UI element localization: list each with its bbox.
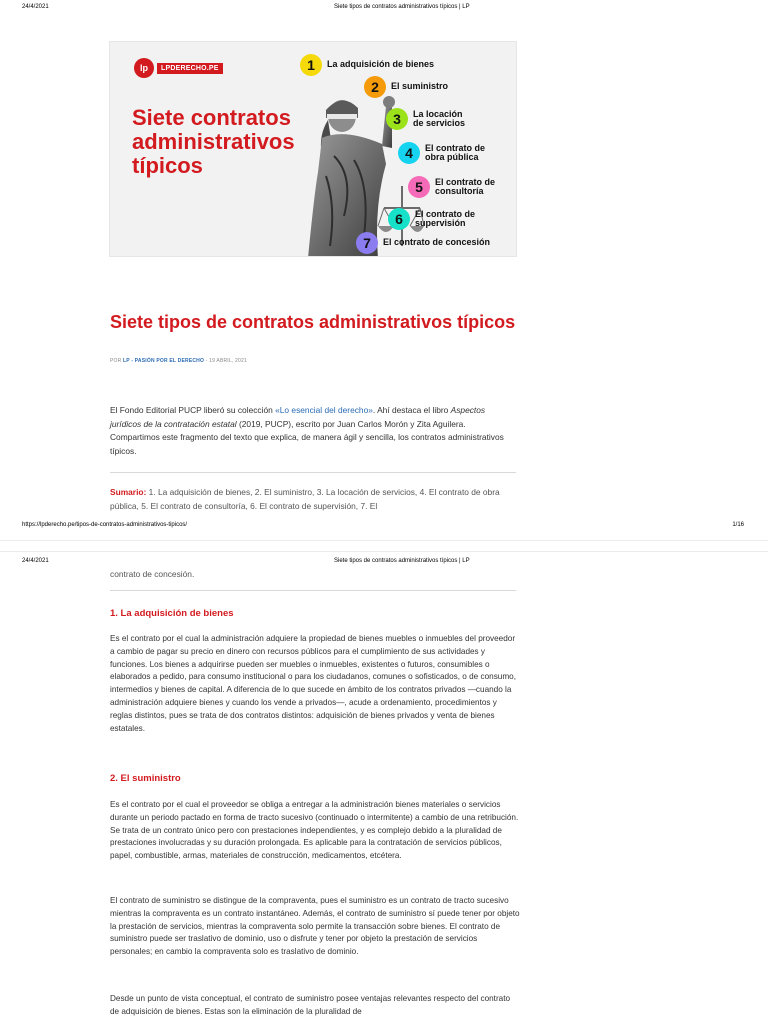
banner-item-number: 5 [408, 176, 430, 198]
publish-date: 19 ABRIL, 2021 [209, 358, 247, 364]
collection-link[interactable]: «Lo esencial del derecho» [275, 405, 373, 415]
print-header-page-2 [0, 554, 768, 568]
section-heading-2: 2. El suministro [110, 773, 181, 784]
lp-logo [134, 58, 223, 78]
banner-item-label: El contrato de consultoría [435, 176, 496, 196]
section-2-paragraph-3: Desde un punto de vista conceptual, el contrato de suministro posee ventajas relevantes respecto del contrato de adquisición de bienes. Estas son la eliminación de la pluralidad de [110, 994, 511, 1016]
section-1-paragraph: Es el contrato por el cual la administración adquiere la propiedad de bienes muebles o inmuebles del proveedor a cambio de pagar su precio en dinero con recursos públicos para el cumplimiento de sus actividades y funciones. Los bienes a adquirirse pueden ser muebles o inmuebles, existentes o futuros, consumibles o elaborados a pedido, para consumo institucional o para los ciudadanos, comunes o sofisticados, o de consumo, intermedios y bienes de capital. A diferencia de lo que sucede en ámbito de los contratos privados —cuando la administración adquiere bienes y cuando los vende a privados—, acude a ordenamiento, procedimientos y reglas distintos, pues se trata de dos contratos distintos: adquisición de bienes privados y venta de bienes estatales. [110, 634, 516, 733]
byline [110, 358, 247, 364]
print-url: https://lpderecho.pe/tipos-de-contratos-administrativos-tipicos/ [22, 522, 188, 528]
banner-item-6 [388, 208, 493, 230]
divider [110, 590, 516, 591]
book-title: Aspectos jurídicos de la contratación estatal [110, 405, 486, 429]
banner-item-label: El contrato de concesión [383, 237, 491, 248]
intro-text: (2019, PUCP), escrito por Juan Carlos Morón y Zita Aguilera. Compartimos este fragmento del texto que explica, de manera ágil y sencilla, los contratos administrativos típicos. [110, 418, 504, 456]
banner-item-label: El contrato de obra pública [425, 142, 486, 162]
print-footer [0, 522, 768, 536]
banner-item-1 [300, 54, 434, 76]
print-header [0, 0, 768, 14]
banner-item-label: La adquisición de bienes [327, 59, 435, 70]
sumario-continued: contrato de concesión. [110, 569, 195, 579]
sumario-text: 1. La adquisición de bienes, 2. El suministro, 3. La locación de servicios, 4. El contrato de obra pública, 5. El contrato de consultoría, 6. El contrato de supervisión, 7. El [110, 487, 500, 511]
banner-item-number: 2 [364, 76, 386, 98]
byline-separator: - [205, 358, 208, 364]
banner-title: Siete contratos administrativos típicos [132, 105, 295, 178]
intro-paragraph [110, 404, 516, 458]
intro-text: El Fondo Editorial PUCP liberó su colección [110, 405, 276, 415]
section-2-paragraph-2: El contrato de suministro se distingue de la compraventa, pues el suministro es un contrato de tracto sucesivo mientras la compraventa es un contrato instantáneo. Además, el contrato de suministro sí puede tener por objeto la prestación de servicios, mientras la compraventa solo permite la transacción sobre bienes. El contrato de suministro puede ser traslativo de dominio, uso o disfrute y tener por objeto la prestación de servicios personales; en cambio la compraventa solo es traslativo de dominio. [110, 896, 520, 957]
banner-item-number: 6 [388, 208, 410, 230]
banner-item-number: 1 [300, 54, 322, 76]
banner-item-2 [364, 76, 448, 98]
section-heading-1: 1. La adquisición de bienes [110, 608, 234, 619]
banner-item-label: El contrato de supervisión [415, 208, 476, 228]
section-2-paragraph-1: Es el contrato por el cual el proveedor se obliga a entregar a la administración bienes materiales o servicios durante un periodo pactado en forma de tracto sucesivo (continuado o intermitente) a cambio de una retribución. Se trata de un contrato único pero con prestaciones independientes, y es complejo debido a la pluralidad de prestaciones involucradas y su duración prolongada. Es aplicable para la contratación de servicios públicos, papel, combustible, armas, materiales de construcción, medicamentos, etcétera. [110, 800, 519, 861]
print-date: 24/4/2021 [22, 4, 49, 10]
print-title: Siete tipos de contratos administrativos típicos | LP [334, 4, 470, 10]
divider [110, 472, 516, 473]
print-title: Siete tipos de contratos administrativos típicos | LP [334, 558, 470, 564]
page-break [0, 540, 768, 552]
banner-item-4 [398, 142, 495, 164]
print-date: 24/4/2021 [22, 558, 49, 564]
banner-item-label: La locación de servicios [413, 108, 466, 128]
logo-mark: lp [134, 58, 154, 78]
banner-image [109, 41, 517, 257]
article-title: Siete tipos de contratos administrativos típicos [110, 312, 516, 332]
sumario-label: Sumario: [110, 487, 147, 497]
byline-prefix: POR [110, 358, 122, 364]
print-page-number: 1/16 [732, 522, 744, 528]
sumario [110, 486, 516, 513]
banner-item-3 [386, 108, 475, 130]
banner-item-5 [408, 176, 507, 198]
author-link[interactable]: LP - PASIÓN POR EL DERECHO [123, 358, 205, 364]
banner-item-label: El suministro [391, 81, 449, 92]
banner-item-number: 7 [356, 232, 378, 254]
banner-item-7 [356, 232, 490, 254]
logo-text: LPDERECHO.PE [157, 63, 223, 74]
banner-item-number: 4 [398, 142, 420, 164]
banner-item-number: 3 [386, 108, 408, 130]
intro-text: . Ahí destaca el libro [372, 405, 451, 415]
